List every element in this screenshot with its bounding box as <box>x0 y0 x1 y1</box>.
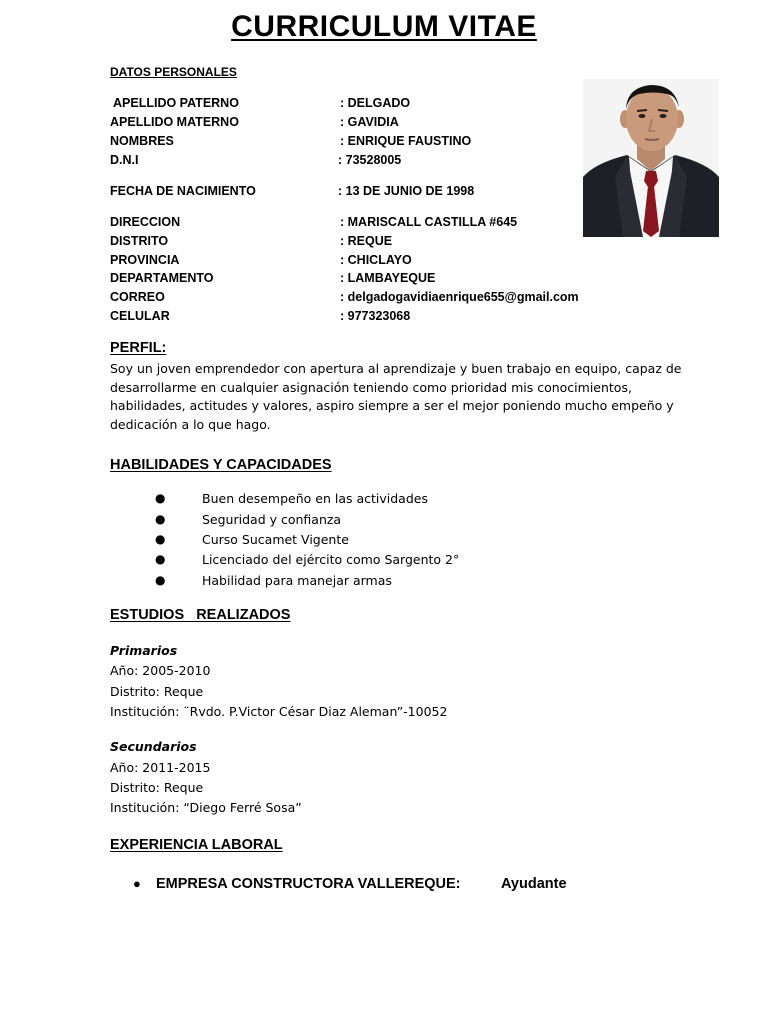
company-name: EMPRESA CONSTRUCTORA VALLEREQUE: <box>156 876 461 892</box>
bullet-icon: ● <box>155 532 166 546</box>
profile-heading: PERFIL: <box>110 340 167 356</box>
field-value: : 73528005 <box>338 153 402 167</box>
field-label: DISTRITO <box>110 234 169 248</box>
job-role: Ayudante <box>501 876 567 892</box>
field-label: DEPARTAMENTO <box>110 271 214 285</box>
field-value: : CHICLAYO <box>340 253 412 267</box>
field-value: : 13 DE JUNIO DE 1998 <box>338 184 475 198</box>
field-label: DIRECCION <box>110 215 181 229</box>
bullet-icon: ● <box>155 491 166 505</box>
email-value: : delgadogavidiaenrique655@gmail.com <box>340 290 579 304</box>
primary-district: Distrito: Reque <box>110 684 204 699</box>
field-value: : MARISCALL CASTILLA #645 <box>340 215 518 229</box>
skill-text: Licenciado del ejército como Sargento 2° <box>202 552 460 567</box>
field-label: CELULAR <box>110 309 170 323</box>
field-value: : DELGADO <box>340 96 411 110</box>
field-label: PROVINCIA <box>110 253 180 267</box>
portrait-illustration <box>583 79 719 237</box>
skill-text: Curso Sucamet Vigente <box>202 532 349 547</box>
secondary-district: Distrito: Reque <box>110 780 204 795</box>
field-label: D.N.I <box>110 153 139 167</box>
field-label: CORREO <box>110 290 165 304</box>
field-value: : LAMBAYEQUE <box>340 271 436 285</box>
skill-text: Buen desempeño en las actividades <box>202 491 428 506</box>
field-value: : REQUE <box>340 234 393 248</box>
secondary-label: Secundarios <box>110 739 197 754</box>
field-label: NOMBRES <box>110 134 174 148</box>
secondary-year: Año: 2011-2015 <box>110 760 211 775</box>
bullet-icon: ● <box>155 512 166 526</box>
field-value: : ENRIQUE FAUSTINO <box>340 134 472 148</box>
secondary-institution: Institución: “Diego Ferré Sosa” <box>110 800 302 815</box>
bullet-icon: ● <box>155 552 166 566</box>
field-value: : GAVIDIA <box>340 115 399 129</box>
field-label: APELLIDO PATERNO <box>110 96 239 110</box>
skill-text: Habilidad para manejar armas <box>202 573 392 588</box>
document-title: CURRICULUM VITAE <box>231 10 537 43</box>
field-label: APELLIDO MATERNO <box>110 115 239 129</box>
profile-summary: Soy un joven emprendedor con apertura al aprendizaje y buen trabajo en equipo, capaz de desarrollarme en cualquier asignación teniendo como prioridad mis conocimientos, habilidades, actitudes y valores, aspiro siempre a ser el mejor poniendo mucho empeño y dedicación a lo que hago. <box>110 361 682 432</box>
studies-heading: ESTUDIOS REALIZADOS <box>110 607 291 623</box>
field-label: FECHA DE NACIMIENTO <box>110 184 256 198</box>
skills-heading: HABILIDADES Y CAPACIDADES <box>110 457 332 473</box>
profile-photo <box>583 79 719 237</box>
primary-label: Primarios <box>110 643 178 658</box>
bullet-icon: ● <box>155 573 166 587</box>
primary-year: Año: 2005-2010 <box>110 663 211 678</box>
bullet-icon: ● <box>133 876 141 891</box>
experience-heading: EXPERIENCIA LABORAL <box>110 837 283 853</box>
primary-institution: Institución: ¨Rvdo. P.Victor César Diaz Aleman”-10052 <box>110 704 448 719</box>
personal-data-heading: DATOS PERSONALES <box>110 65 237 79</box>
skill-text: Seguridad y confianza <box>202 512 342 527</box>
field-value: : 977323068 <box>340 309 411 323</box>
